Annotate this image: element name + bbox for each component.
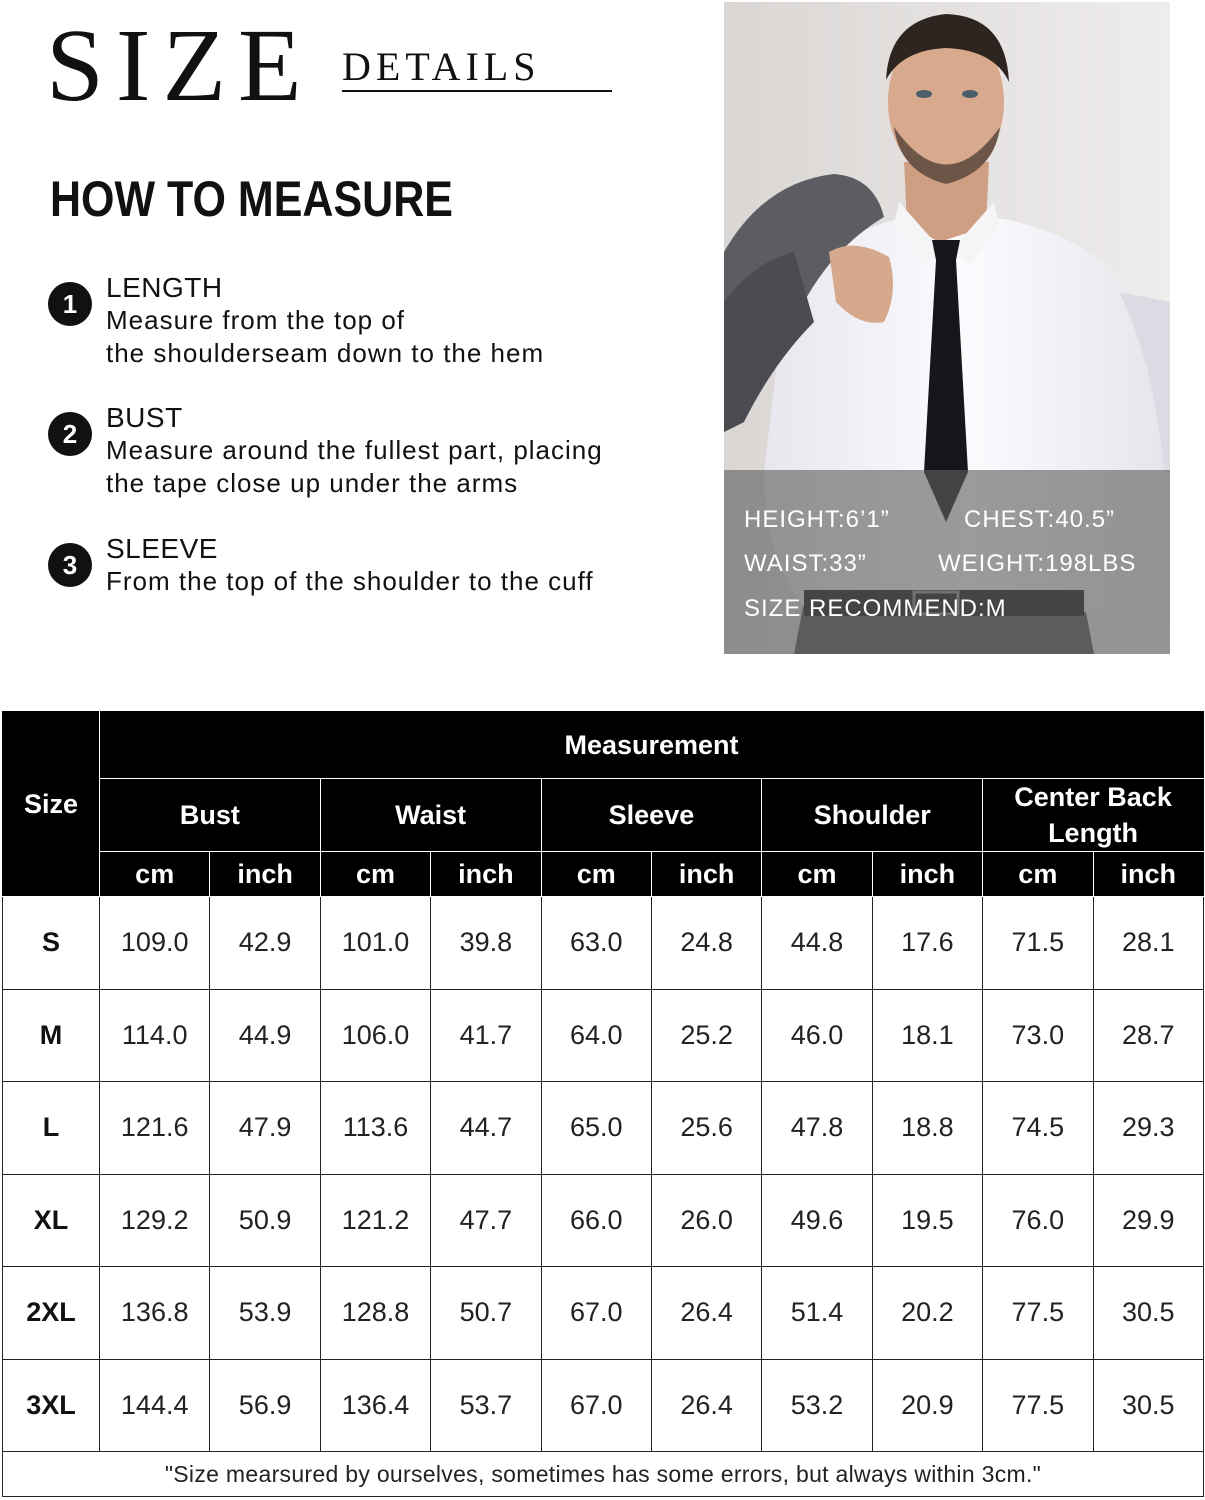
step-number-3-icon: 3 [48,543,92,587]
measurement-cell: 129.2 [100,1174,210,1267]
table-row [3,1359,1204,1452]
size-label-cell: XL [3,1174,100,1267]
group-header-shoulder: Shoulder [762,779,983,852]
table-row [3,1174,1204,1267]
measurement-cell: 46.0 [762,989,872,1082]
measurement-cell: 109.0 [100,897,210,990]
unit-header: cm [762,852,872,897]
measurement-cell: 56.9 [210,1359,320,1452]
measurement-cell: 29.9 [1093,1174,1203,1267]
measurement-cell: 49.6 [762,1174,872,1267]
measurement-cell: 66.0 [541,1174,651,1267]
model-weight: WEIGHT:198LBS [938,550,1137,577]
size-label-cell: 3XL [3,1359,100,1452]
measurement-cell: 26.4 [651,1267,761,1360]
unit-header: inch [651,852,761,897]
step-description-line: Measure around the fullest part, placing [106,435,603,465]
model-photo [724,2,1170,654]
size-label-cell: 2XL [3,1267,100,1360]
size-column-header: Size [3,712,100,897]
measurement-cell: 50.7 [431,1267,541,1360]
measurement-cell: 77.5 [983,1359,1093,1452]
model-waist: WAIST:33” [744,550,867,577]
step-description-line: From the top of the shoulder to the cuff [106,566,594,596]
measurement-cell: 41.7 [431,989,541,1082]
step-description-line: the shoulderseam down to the hem [106,338,545,368]
title-underline [342,90,612,92]
size-chart-table [2,711,1204,1497]
measurement-cell: 113.6 [320,1082,430,1175]
measurement-cell: 24.8 [651,897,761,990]
step-title: LENGTH [106,272,223,303]
measurement-cell: 44.7 [431,1082,541,1175]
measurement-cell: 71.5 [983,897,1093,990]
step-number-1-icon: 1 [48,282,92,326]
measurement-cell: 76.0 [983,1174,1093,1267]
measurement-cell: 44.8 [762,897,872,990]
step-description-line: Measure from the top of [106,305,406,335]
step-description [106,565,726,598]
group-header-sleeve: Sleeve [541,779,762,852]
measurement-cell: 18.1 [872,989,982,1082]
measurement-cell: 77.5 [983,1267,1093,1360]
table-row [3,897,1204,990]
unit-header: inch [1093,852,1203,897]
measurement-cell: 17.6 [872,897,982,990]
step-title: BUST [106,402,183,433]
measurement-cell: 67.0 [541,1267,651,1360]
how-to-measure-heading: HOW TO MEASURE [50,171,453,227]
step-title: SLEEVE [106,533,218,564]
size-label-cell: S [3,897,100,990]
step-number-2-icon: 2 [48,412,92,456]
table-footnote: "Size mearsured by ourselves, sometimes has some errors, but always within 3cm." [3,1452,1204,1497]
measurement-cell: 114.0 [100,989,210,1082]
step-description [106,434,726,500]
measurement-cell: 101.0 [320,897,430,990]
measurement-cell: 28.7 [1093,989,1203,1082]
table-row [3,1082,1204,1175]
size-label-cell: M [3,989,100,1082]
unit-header: cm [983,852,1093,897]
unit-header: inch [431,852,541,897]
model-size-recommend: SIZE RECOMMEND:M [744,595,1007,622]
title-size: SIZE [46,8,314,123]
measurement-cell: 18.8 [872,1082,982,1175]
measurement-cell: 50.9 [210,1174,320,1267]
measurement-cell: 39.8 [431,897,541,990]
measurement-cell: 121.6 [100,1082,210,1175]
measurement-cell: 136.4 [320,1359,430,1452]
measurement-cell: 30.5 [1093,1267,1203,1360]
unit-header: cm [320,852,430,897]
measurement-cell: 74.5 [983,1082,1093,1175]
measurement-cell: 25.6 [651,1082,761,1175]
measurement-cell: 53.7 [431,1359,541,1452]
table-row [3,1267,1204,1360]
measurement-cell: 65.0 [541,1082,651,1175]
measurement-cell: 25.2 [651,989,761,1082]
unit-header: inch [872,852,982,897]
unit-header: inch [210,852,320,897]
measurement-cell: 51.4 [762,1267,872,1360]
measurement-cell: 73.0 [983,989,1093,1082]
measurement-cell: 20.2 [872,1267,982,1360]
model-chest: CHEST:40.5” [964,506,1116,533]
measurement-cell: 29.3 [1093,1082,1203,1175]
measurement-cell: 47.8 [762,1082,872,1175]
measurement-cell: 42.9 [210,897,320,990]
step-description-line: the tape close up under the arms [106,468,519,498]
measurement-cell: 63.0 [541,897,651,990]
measurement-cell: 20.9 [872,1359,982,1452]
measurement-cell: 19.5 [872,1174,982,1267]
measurement-cell: 121.2 [320,1174,430,1267]
measurement-cell: 106.0 [320,989,430,1082]
measurement-cell: 26.4 [651,1359,761,1452]
measurement-cell: 53.2 [762,1359,872,1452]
measurement-cell: 44.9 [210,989,320,1082]
group-header-waist: Waist [320,779,541,852]
model-height: HEIGHT:6’1” [744,506,890,533]
measurement-header: Measurement [100,712,1204,779]
measurement-cell: 26.0 [651,1174,761,1267]
measurement-cell: 144.4 [100,1359,210,1452]
step-description [106,304,726,370]
group-header-center-back-length: Center Back Length [983,779,1204,852]
measurement-cell: 53.9 [210,1267,320,1360]
measurement-cell: 28.1 [1093,897,1203,990]
measurement-cell: 64.0 [541,989,651,1082]
measurement-cell: 47.9 [210,1082,320,1175]
title-details: DETAILS [342,44,541,89]
unit-header: cm [100,852,210,897]
group-header-bust: Bust [100,779,321,852]
measurement-cell: 67.0 [541,1359,651,1452]
unit-header: cm [541,852,651,897]
measurement-cell: 128.8 [320,1267,430,1360]
measurement-cell: 30.5 [1093,1359,1203,1452]
size-label-cell: L [3,1082,100,1175]
table-row [3,989,1204,1082]
measurement-cell: 136.8 [100,1267,210,1360]
measurement-cell: 47.7 [431,1174,541,1267]
